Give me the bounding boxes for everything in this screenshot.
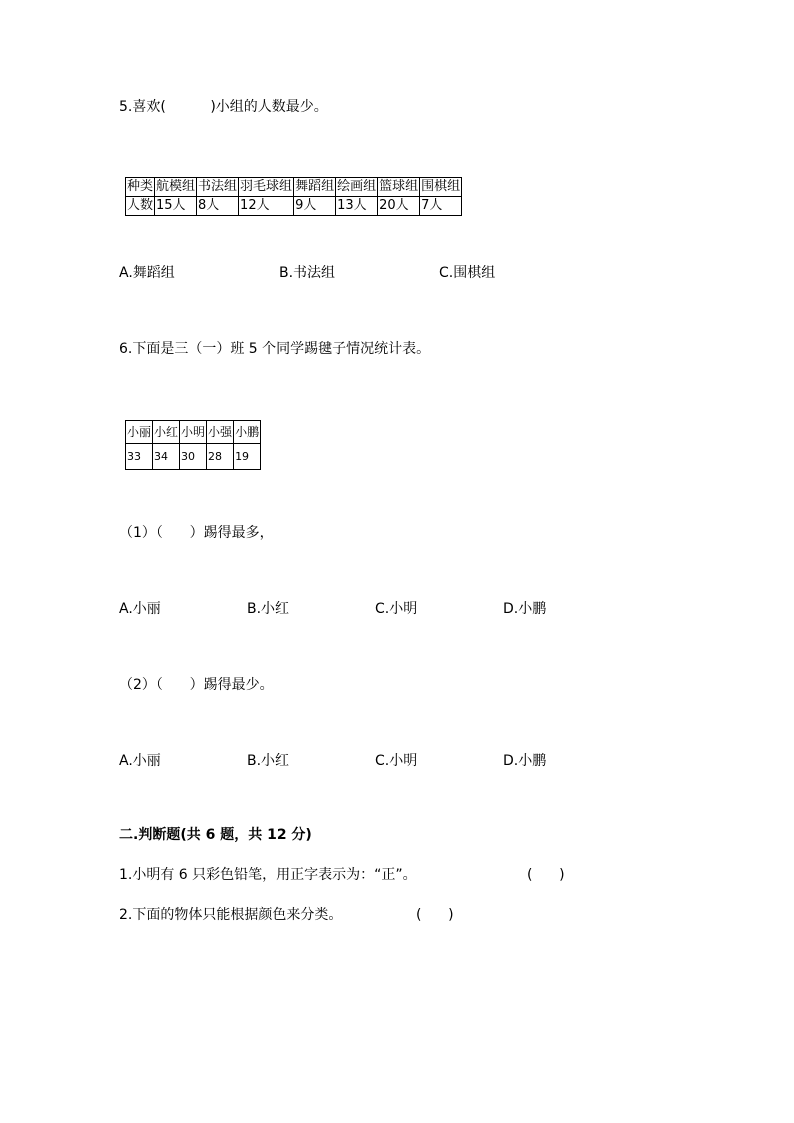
- section-title: 二.判断题(共 6 题，共 12 分): [119, 827, 312, 843]
- q6-sub2-option-a[interactable]: A.小丽: [119, 753, 161, 769]
- q6-sub1-option-c[interactable]: C.小明: [375, 601, 418, 617]
- q6-sub2-option-b[interactable]: B.小红: [247, 753, 290, 769]
- table-cell: 12人: [239, 197, 294, 216]
- table-cell: 15人: [155, 197, 197, 216]
- table-cell: 20人: [378, 197, 420, 216]
- q5-prompt: 5.喜欢( )小组的人数最少。: [119, 99, 328, 115]
- table-cell: 小强: [207, 421, 234, 444]
- q6-sub2-option-c[interactable]: C.小明: [375, 753, 418, 769]
- table-cell: 19: [234, 444, 261, 470]
- table-cell: 9人: [294, 197, 336, 216]
- q6-sub1-prompt: （1）（ ）踢得最多，: [119, 525, 274, 541]
- judge-item-2-blank[interactable]: ( ): [416, 907, 454, 923]
- table-cell: 书法组: [197, 178, 239, 197]
- q6-sub1-option-b[interactable]: B.小红: [247, 601, 290, 617]
- table-cell: 围棋组: [420, 178, 462, 197]
- table-cell: 羽毛球组: [239, 178, 294, 197]
- table-cell: 34: [153, 444, 180, 470]
- table-cell: 30: [180, 444, 207, 470]
- judge-item-2-text: 2.下面的物体只能根据颜色来分类。: [119, 907, 343, 923]
- table-cell: 人数: [126, 197, 155, 216]
- table-cell: 小红: [153, 421, 180, 444]
- table-cell: 航模组: [155, 178, 197, 197]
- table-row: [126, 178, 462, 197]
- q5-table: [125, 177, 462, 216]
- table-cell: 舞蹈组: [294, 178, 336, 197]
- table-cell: 8人: [197, 197, 239, 216]
- table-cell: 篮球组: [378, 178, 420, 197]
- table-cell: 小丽: [126, 421, 153, 444]
- q6-prompt: 6.下面是三（一）班 5 个同学踢毽子情况统计表。: [119, 341, 431, 357]
- judge-item-1-blank[interactable]: ( ): [527, 867, 565, 883]
- table-row: [126, 197, 462, 216]
- q5-option-c[interactable]: C.围棋组: [439, 265, 496, 281]
- table-row: [126, 421, 261, 444]
- q6-sub2-prompt: （2）（ ）踢得最少。: [119, 677, 274, 693]
- table-cell: 小鹏: [234, 421, 261, 444]
- q6-table: [125, 420, 261, 470]
- q5-option-a[interactable]: A.舞蹈组: [119, 265, 175, 281]
- table-cell: 13人: [336, 197, 378, 216]
- table-cell: 小明: [180, 421, 207, 444]
- table-cell: 33: [126, 444, 153, 470]
- q6-sub2-option-d[interactable]: D.小鹏: [503, 753, 547, 769]
- table-cell: 28: [207, 444, 234, 470]
- q5-option-b[interactable]: B.书法组: [279, 265, 336, 281]
- table-row: [126, 444, 261, 470]
- table-cell: 7人: [420, 197, 462, 216]
- table-cell: 种类: [126, 178, 155, 197]
- q6-sub1-option-a[interactable]: A.小丽: [119, 601, 161, 617]
- judge-item-1-text: 1.小明有 6 只彩色铅笔，用正字表示为：“正”。: [119, 867, 417, 883]
- table-cell: 绘画组: [336, 178, 378, 197]
- q6-sub1-option-d[interactable]: D.小鹏: [503, 601, 547, 617]
